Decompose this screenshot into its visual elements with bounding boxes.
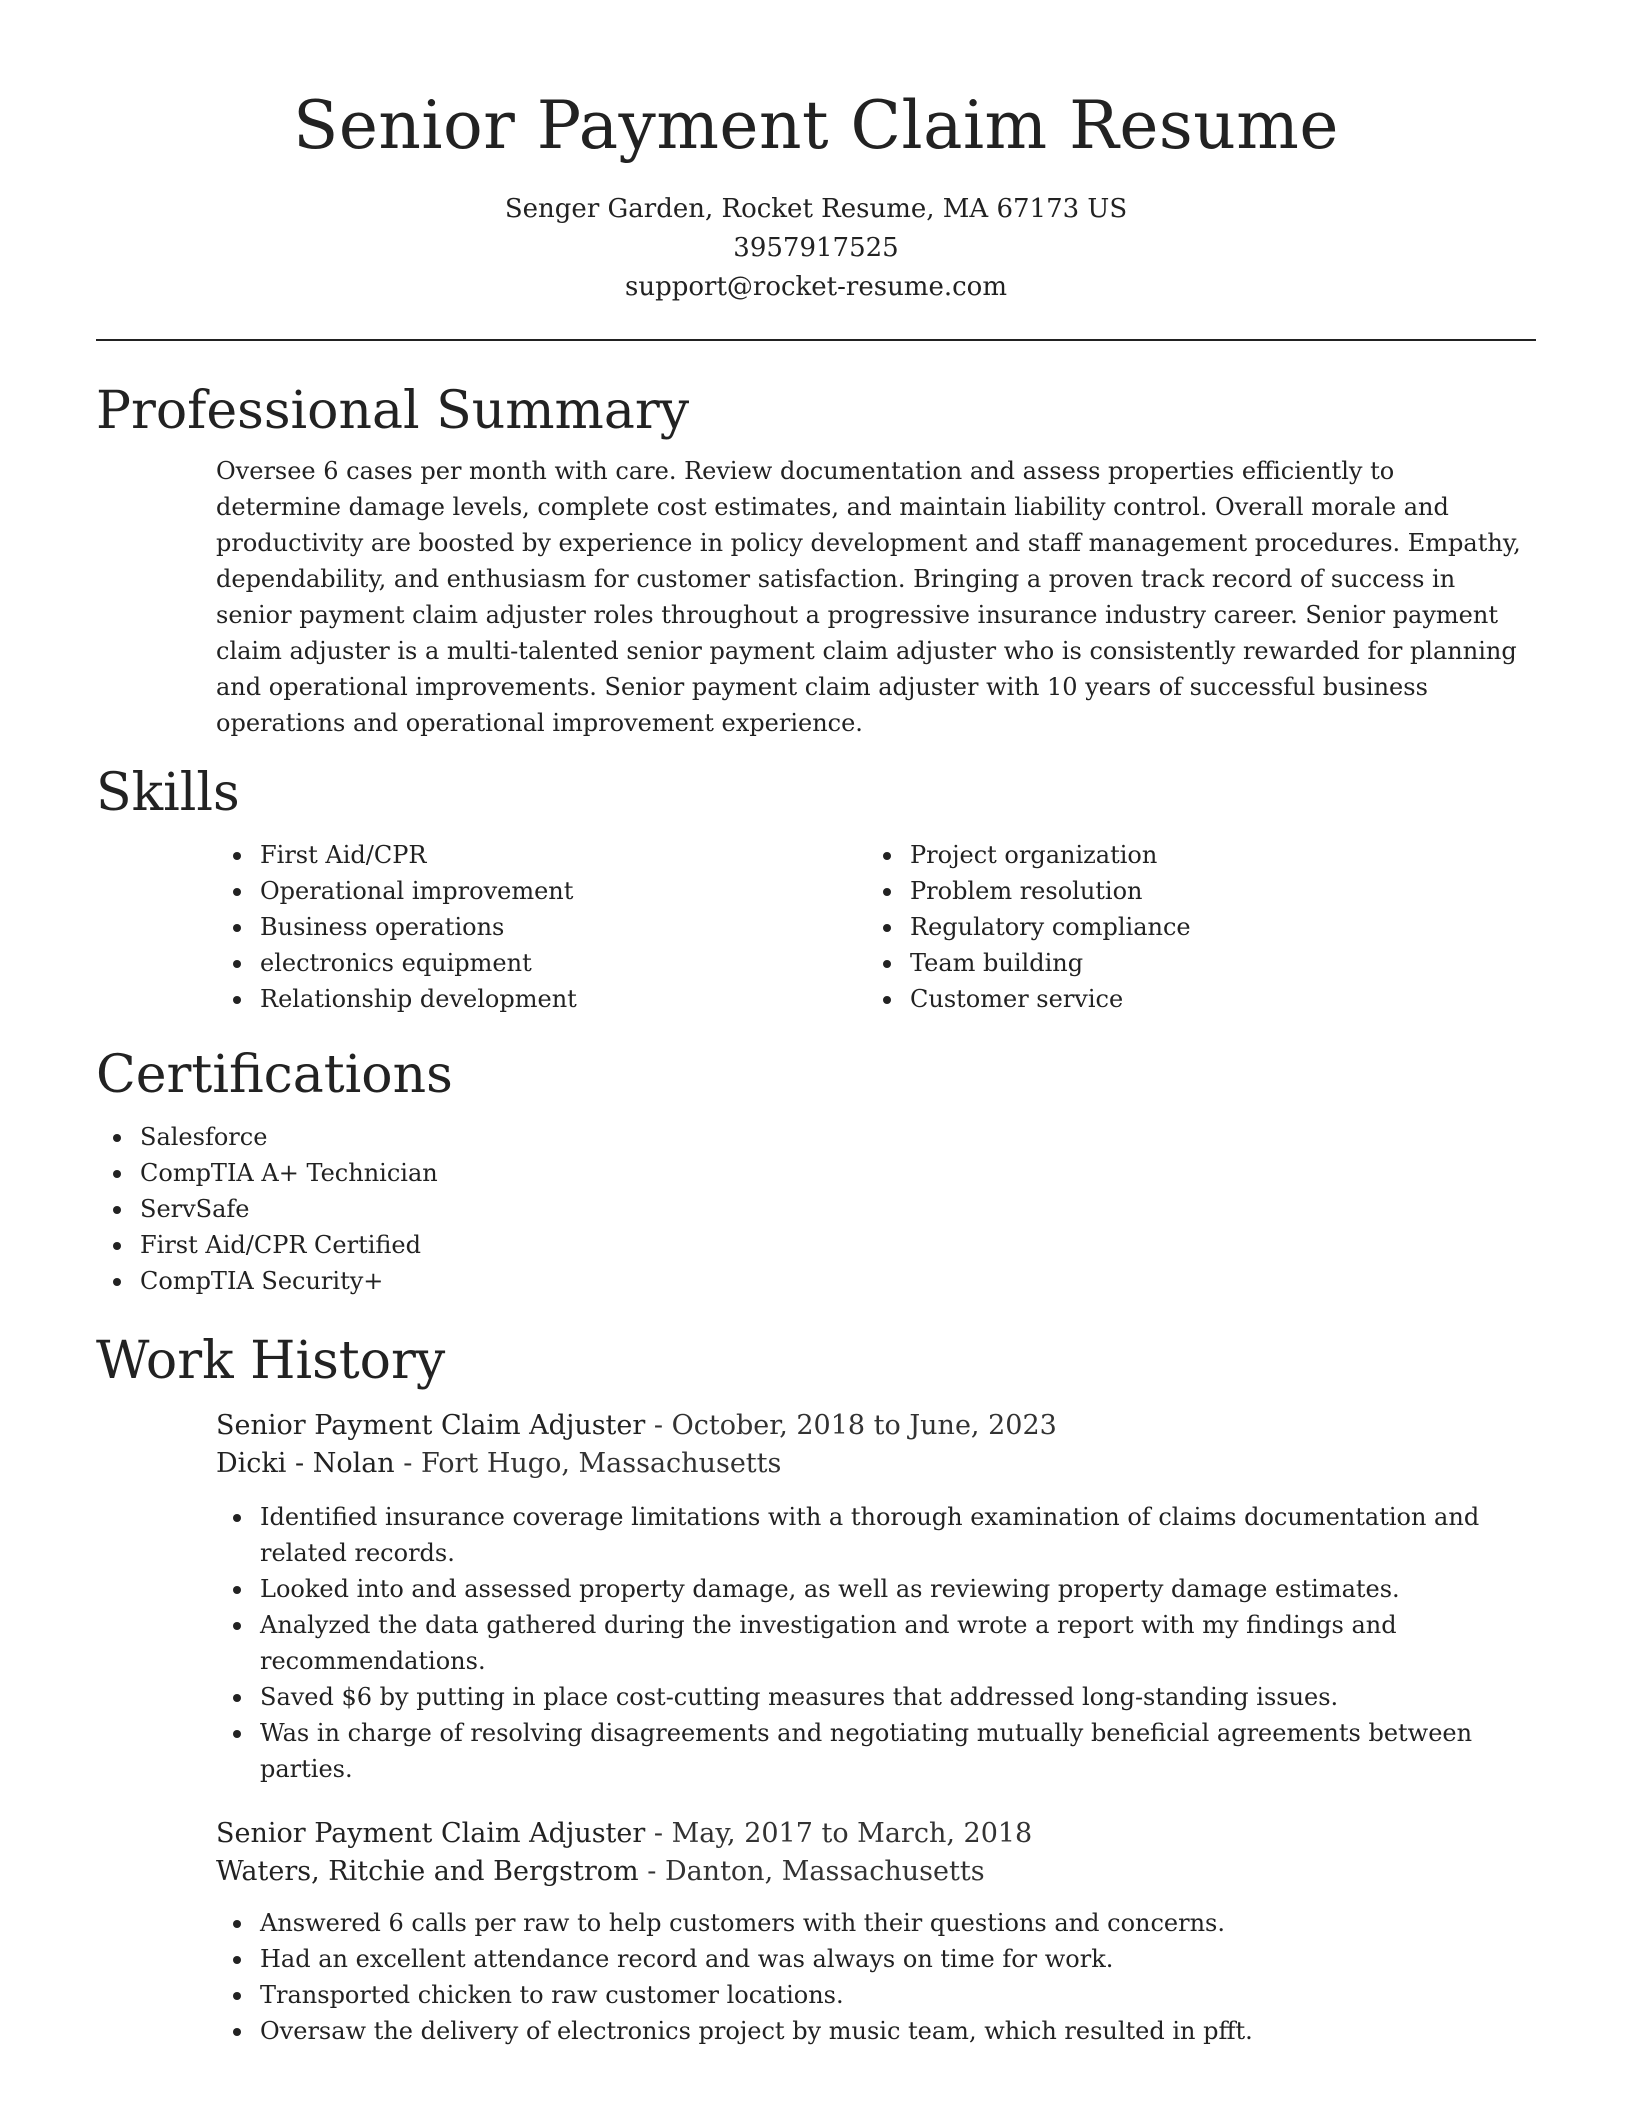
job-company: Dicki - Nolan [216,1448,395,1479]
job-bullet: Identified insurance coverage limitations with a thorough examination of claims documentation and related records. [216,1499,1536,1571]
skill-item: Regulatory compliance [866,909,1516,945]
job-bullet: Analyzed the data gathered during the investigation and wrote a report with my findings and recommendations. [216,1607,1536,1679]
resume-page [96,0,1536,2049]
skill-item: Operational improvement [216,873,866,909]
job-entry [216,1815,1536,2049]
page-title: Senior Payment Claim Resume [293,87,1339,164]
skills-grid [216,837,1536,1017]
job-title: Senior Payment Claim Adjuster [216,1410,646,1441]
job-location: Danton, Massachusetts [664,1856,985,1887]
job-separator: - [653,1410,664,1441]
job-company-line [216,1445,1536,1483]
job-bullet: Saved $6 by putting in place cost-cutting measures that addressed long-standing issues. [216,1679,1536,1715]
skill-item: electronics equipment [216,945,866,981]
skills-heading: Skills [96,763,240,823]
job-bullets [216,1905,1536,2049]
certifications-heading: Certifications [96,1045,453,1105]
header-divider [96,339,1536,341]
job-title: Senior Payment Claim Adjuster [216,1818,646,1849]
certification-item: CompTIA A+ Technician [96,1155,1536,1191]
certification-item: Salesforce [96,1119,1536,1155]
job-bullet: Looked into and assessed property damage, as well as reviewing property damage estimates. [216,1571,1536,1607]
certifications-section [96,1043,1536,1299]
skill-item: First Aid/CPR [216,837,866,873]
contact-email: support@rocket-resume.com [624,272,1007,302]
job-entry [216,1407,1536,1787]
summary-text: Oversee 6 cases per month with care. Review documentation and assess properties efficiently to determine damage levels, complete cost estimates, and maintain liability control. Overall morale and productivity are boosted by experience in policy development and staff management procedures. Empathy, dependability, and enthusiasm for customer satisfaction. Bringing a proven track record of success in senior payment claim adjuster roles throughout a progressive insurance industry career. Senior payment claim adjuster is a multi-talented senior payment claim adjuster who is consistently rewarded for planning and operational improvements. Senior payment claim adjuster with 10 years of successful business operations and operational improvement experience. [216,457,1521,737]
job-title-line [216,1407,1536,1445]
job-bullets [216,1499,1536,1787]
skills-list-right [866,837,1516,1017]
job-bullet: Oversaw the delivery of electronics project by music team, which resulted in pfft. [216,2013,1536,2049]
skill-item: Project organization [866,837,1516,873]
certifications-list [96,1119,1536,1299]
contact-phone: 3957917525 [733,233,899,263]
certification-item: First Aid/CPR Certified [96,1227,1536,1263]
job-separator: - [647,1856,657,1887]
job-dates: October, 2018 to June, 2023 [671,1410,1057,1441]
job-location: Fort Hugo, Massachusetts [421,1448,782,1479]
summary-section [96,379,1536,741]
job-dates: May, 2017 to March, 2018 [671,1818,1033,1849]
skill-item: Team building [866,945,1516,981]
summary-heading: Professional Summary [96,381,690,441]
job-bullet: Answered 6 calls per raw to help customers with their questions and concerns. [216,1905,1536,1941]
work-history-heading: Work History [96,1331,446,1391]
skill-item: Customer service [866,981,1516,1017]
certification-item: CompTIA Security+ [96,1263,1536,1299]
skill-item: Relationship development [216,981,866,1017]
job-separator: - [653,1818,664,1849]
skill-item: Business operations [216,909,866,945]
job-bullet: Was in charge of resolving disagreements and negotiating mutually beneficial agreements between parties. [216,1715,1536,1787]
contact-block [96,190,1536,307]
job-bullet: Transported chicken to raw customer locations. [216,1977,1536,2013]
job-bullet: Had an excellent attendance record and was always on time for work. [216,1941,1536,1977]
skill-item: Problem resolution [866,873,1516,909]
job-separator: - [403,1448,413,1479]
skills-list-left [216,837,866,1017]
certification-item: ServSafe [96,1191,1536,1227]
contact-address: Senger Garden, Rocket Resume, MA 67173 US [504,194,1128,224]
resume-header [96,0,1536,307]
skills-section [96,761,1536,1017]
job-company: Waters, Ritchie and Bergstrom [216,1856,639,1887]
work-history-section [96,1329,1536,2049]
job-company-line [216,1853,1536,1891]
job-title-line [216,1815,1536,1853]
